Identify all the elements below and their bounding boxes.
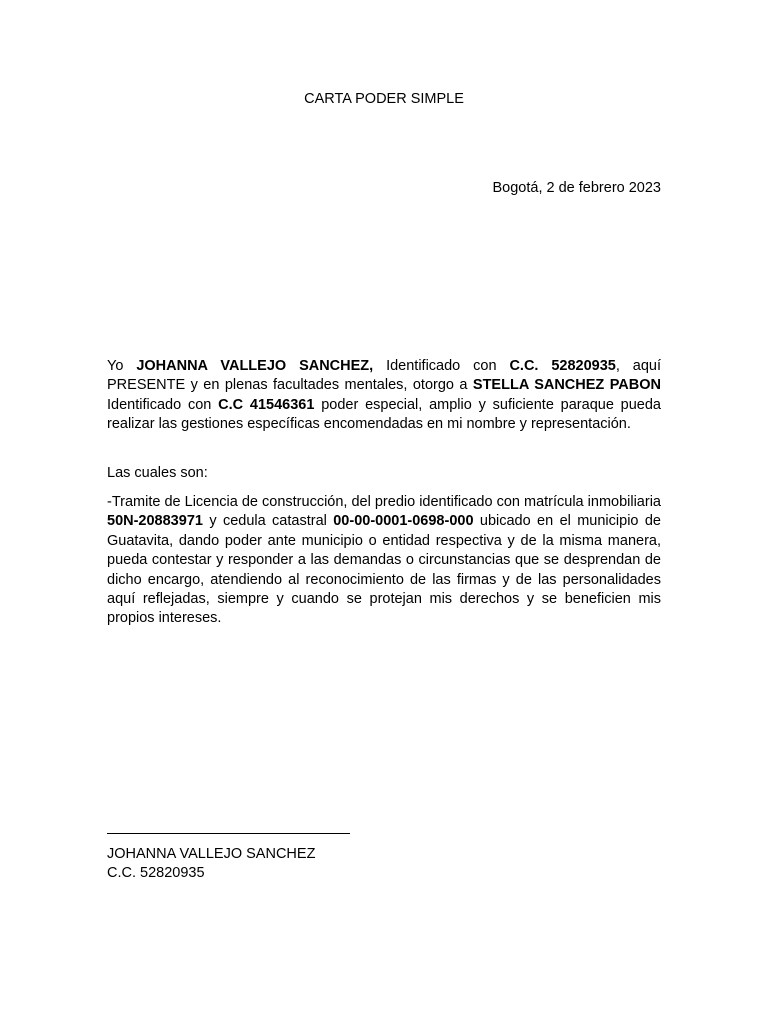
- place-date: Bogotá, 2 de febrero 2023: [492, 180, 661, 196]
- grantor-id: C.C. 52820935: [509, 358, 616, 374]
- text-segment: poder especial, amplio y suficiente paraque pueda realizar las gestiones específicas encomendadas en mi nombre y representación.: [107, 396, 661, 433]
- signature-line: [107, 833, 350, 834]
- text-segment: Identificado con: [107, 396, 219, 413]
- text-segment: Identificado con: [373, 358, 510, 374]
- paragraph-grant: [107, 357, 661, 435]
- paragraph-intro-list: Las cuales son:: [107, 465, 208, 481]
- text-segment: Yo: [107, 358, 137, 374]
- agent-id: C.C 41546361: [218, 396, 315, 413]
- cedula-catastral: 00-00-0001-0698-000: [333, 513, 474, 530]
- text-segment: , aquí PRESENTE y en plenas facultades mentales, otorgo a: [107, 358, 662, 394]
- paragraph-tasks: [107, 493, 661, 629]
- signature-id: C.C. 52820935: [107, 865, 205, 881]
- document-title: CARTA PODER SIMPLE: [304, 91, 464, 107]
- grantor-name: JOHANNA VALLEJO SANCHEZ,: [136, 358, 374, 374]
- signature-name: JOHANNA VALLEJO SANCHEZ: [107, 846, 316, 862]
- text-segment: y cedula catastral: [202, 513, 334, 530]
- matricula-number: 50N-20883971: [107, 513, 203, 530]
- agent-name: STELLA SANCHEZ PABON: [472, 377, 662, 394]
- text-segment: -Tramite de Licencia de construcción, del predio identificado con matrícula inmobiliaria: [107, 494, 661, 510]
- text-segment: ubicado en el municipio de Guatavita, dando poder ante municipio o entidad respectiva y de la misma manera, pueda contestar y responder a las demandas o circunstancias que se desprendan de dicho encargo, atendiendo al reconocimiento de las firmas y de las personalidades aquí reflejadas, siempre y cuando se protejan mis derechos y se beneficien mis propios intereses.: [107, 513, 661, 627]
